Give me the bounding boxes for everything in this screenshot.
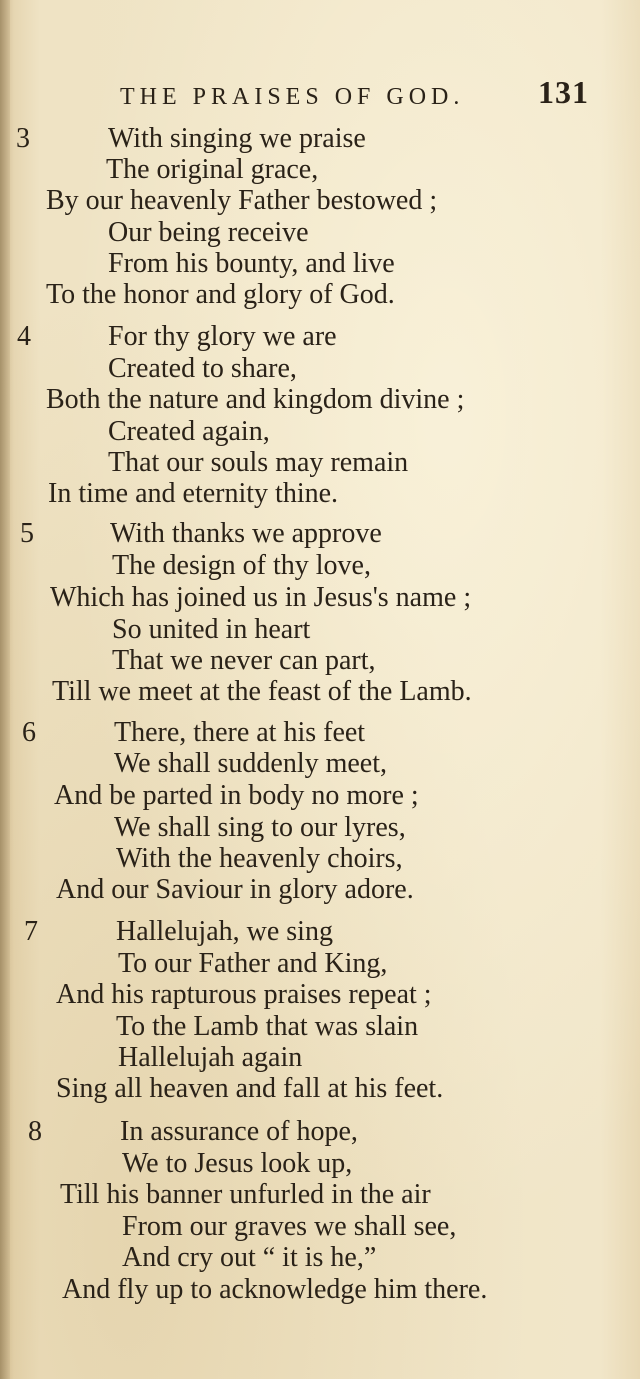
verse-line: With the heavenly choirs, (116, 843, 403, 874)
verse-line: And cry out “ it is he,” (122, 1242, 377, 1273)
verse-line: And our Saviour in glory adore. (56, 874, 414, 905)
verse-line: That we never can part, (112, 645, 376, 676)
verse-line: Till we meet at the feast of the Lamb. (52, 676, 472, 707)
verse-line: Created again, (108, 416, 270, 447)
stanza-number: 3 (16, 123, 30, 154)
verse-line: And be parted in body no more ; (54, 780, 419, 811)
verse-line: From his bounty, and live (108, 248, 395, 279)
verse-line: The original grace, (106, 154, 319, 185)
verse-line: We to Jesus look up, (122, 1148, 353, 1179)
verse-line: We shall suddenly meet, (114, 748, 388, 779)
stanza-number: 4 (17, 321, 31, 352)
verse-line: Which has joined us in Jesus's name ; (50, 582, 472, 613)
verse-line: With singing we praise (108, 123, 366, 154)
verse-line: Hallelujah, we sing (116, 916, 333, 947)
verse-line: The design of thy love, (112, 550, 371, 581)
verse-line: Both the nature and kingdom divine ; (46, 384, 465, 415)
verse-line: In assurance of hope, (120, 1116, 358, 1147)
verse-line: There, there at his feet (114, 717, 366, 748)
running-title: THE PRAISES OF GOD. (120, 84, 465, 110)
verse-line: To the honor and glory of God. (46, 279, 395, 310)
verse-line: Hallelujah again (118, 1042, 303, 1073)
verse-line: That our souls may remain (108, 447, 409, 478)
verse-line: In time and eternity thine. (48, 478, 339, 509)
stanza-number: 6 (22, 717, 36, 748)
verse-line: And fly up to acknowledge him there. (62, 1274, 488, 1305)
stanza-number: 5 (20, 518, 34, 549)
verse-line: With thanks we approve (110, 518, 382, 549)
verse-line: For thy glory we are (108, 321, 337, 352)
page-number: 131 (538, 74, 589, 110)
verse-line: Our being receive (108, 217, 309, 248)
verse-line: Created to share, (108, 353, 297, 384)
verse-line: To the Lamb that was slain (116, 1011, 419, 1042)
verse-line: So united in heart (112, 614, 311, 645)
verse-line: Till his banner unfurled in the air (60, 1179, 431, 1210)
verse-line: To our Father and King, (118, 948, 388, 979)
verse-line: And his rapturous praises repeat ; (56, 979, 432, 1010)
stanza-number: 8 (28, 1116, 42, 1147)
verse-line: We shall sing to our lyres, (114, 812, 406, 843)
verse-line: By our heavenly Father bestowed ; (46, 185, 438, 216)
running-head (0, 72, 640, 116)
stanza-number: 7 (24, 916, 38, 947)
verse-line: Sing all heaven and fall at his feet. (56, 1073, 444, 1104)
page-gutter-shadow (0, 0, 10, 1379)
verse-line: From our graves we shall see, (122, 1211, 457, 1242)
